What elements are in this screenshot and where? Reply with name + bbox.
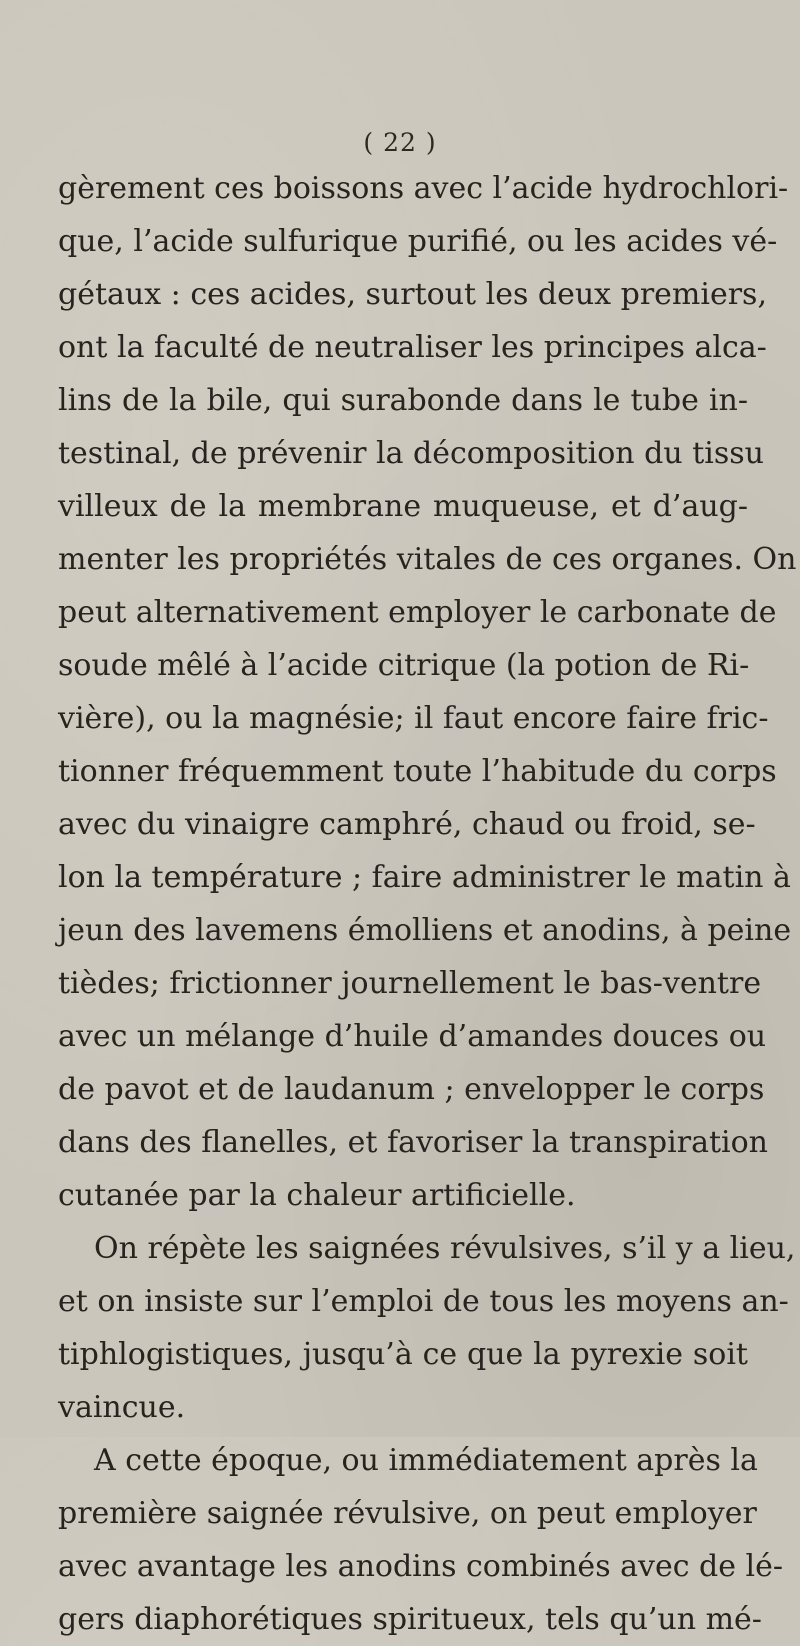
text-line: peut alternativement employer le carbonate de <box>58 595 777 630</box>
text-line: première saignée révulsive, on peut employer <box>58 1496 757 1531</box>
text-line: soude mêlé à l’acide citrique (la potion de Ri- <box>58 648 750 683</box>
text-line: tionner fréquemment toute l’habitude du corps <box>58 754 777 789</box>
text-line: lon la température ; faire administrer le matin à <box>58 860 791 895</box>
text-line: gèrement ces boissons avec l’acide hydrochlori- <box>58 171 789 206</box>
text-line: gers diaphorétiques spiritueux, tels qu’un mé- <box>58 1602 762 1637</box>
paragraph-start-line: A cette époque, ou immédiatement après la <box>94 1443 758 1478</box>
text-line: testinal, de prévenir la décomposition du tissu <box>58 436 764 471</box>
text-line: tiphlogistiques, jusqu’à ce que la pyrexie soit <box>58 1337 748 1372</box>
text-line: de pavot et de laudanum ; envelopper le corps <box>58 1072 765 1107</box>
text-line: dans des flanelles, et favoriser la transpiration <box>58 1125 768 1160</box>
body-text <box>58 162 797 1646</box>
paragraph-start-line: On répète les saignées révulsives, s’il y a lieu, <box>94 1231 796 1266</box>
text-line: ont la faculté de neutraliser les principes alca- <box>58 330 767 365</box>
text-line: vière), ou la magnésie; il faut encore faire fric- <box>58 701 769 736</box>
text-line: avec un mélange d’huile d’amandes douces ou <box>58 1019 767 1054</box>
paragraph-end-line: cutanée par la chaleur artificielle. <box>58 1178 576 1213</box>
text-line: et on insiste sur l’emploi de tous les moyens an- <box>58 1284 789 1319</box>
text-line: avec du vinaigre camphré, chaud ou froid, se- <box>58 807 756 842</box>
text-line: que, l’acide sulfurique purifié, ou les acides vé- <box>58 224 778 259</box>
text-line: jeun des lavemens émolliens et anodins, à peine <box>58 913 792 948</box>
paragraph-end-line: vaincue. <box>58 1390 186 1425</box>
text-line: menter les propriétés vitales de ces organes. On <box>58 542 797 577</box>
text-line: lins de la bile, qui surabonde dans le tube in- <box>58 383 748 418</box>
text-line: gétaux : ces acides, surtout les deux premiers, <box>58 277 767 312</box>
text-line: avec avantage les anodins combinés avec de lé- <box>58 1549 784 1584</box>
text-line: villeux de la membrane muqueuse, et d’aug- <box>58 489 748 524</box>
page-number: ( 22 ) <box>363 128 437 157</box>
text-line: tièdes; frictionner journellement le bas-ventre <box>58 966 762 1001</box>
